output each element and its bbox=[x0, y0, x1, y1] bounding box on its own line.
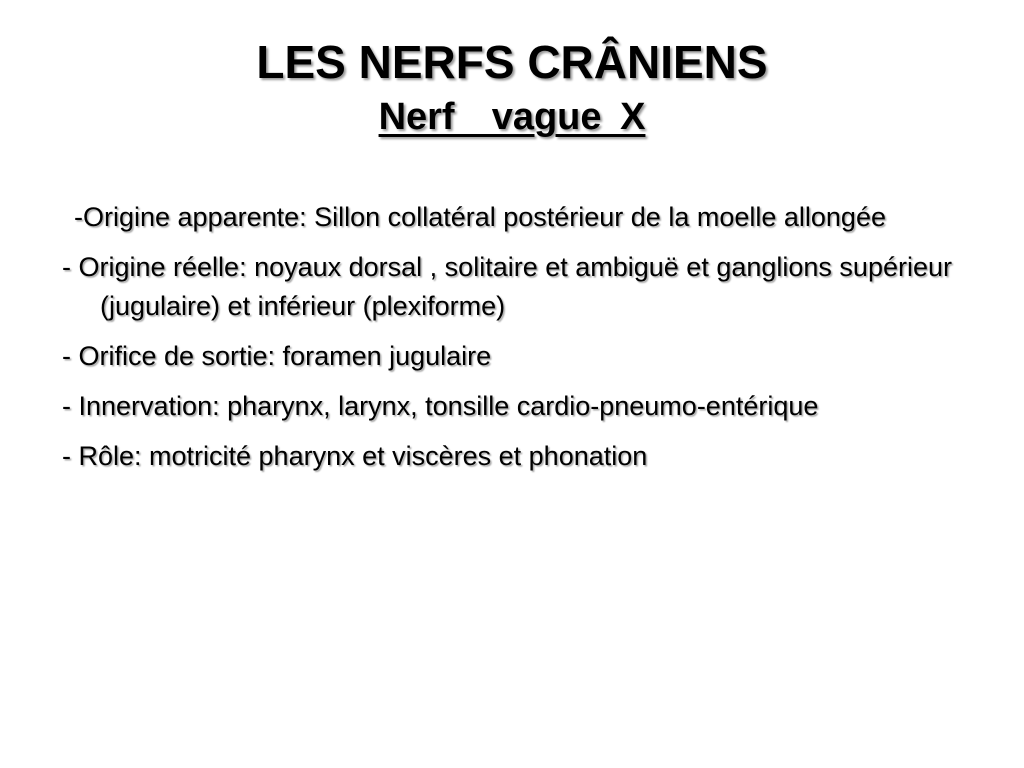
bullet-orifice-sortie: - Orifice de sortie: foramen jugulaire bbox=[62, 341, 492, 371]
bullet-role: - Rôle: motricité pharynx et viscères et phonation bbox=[62, 441, 648, 471]
bullet-origine-reelle: - Origine réelle: noyaux dorsal , solitaire et ambiguë et ganglions supérieur (jugulaire) et inférieur (plexiforme) bbox=[62, 252, 952, 321]
title-block bbox=[0, 34, 1024, 140]
slide-title: LES NERFS CRÂNIENS bbox=[256, 36, 768, 88]
bullet-origine-apparente: -Origine apparente: Sillon collatéral postérieur de la moelle allongée bbox=[74, 202, 886, 232]
bullet-list bbox=[62, 198, 962, 487]
bullet-innervation: - Innervation: pharynx, larynx, tonsille cardio-pneumo-entérique bbox=[62, 391, 819, 421]
slide-subtitle: Nerf vague X bbox=[378, 96, 646, 138]
